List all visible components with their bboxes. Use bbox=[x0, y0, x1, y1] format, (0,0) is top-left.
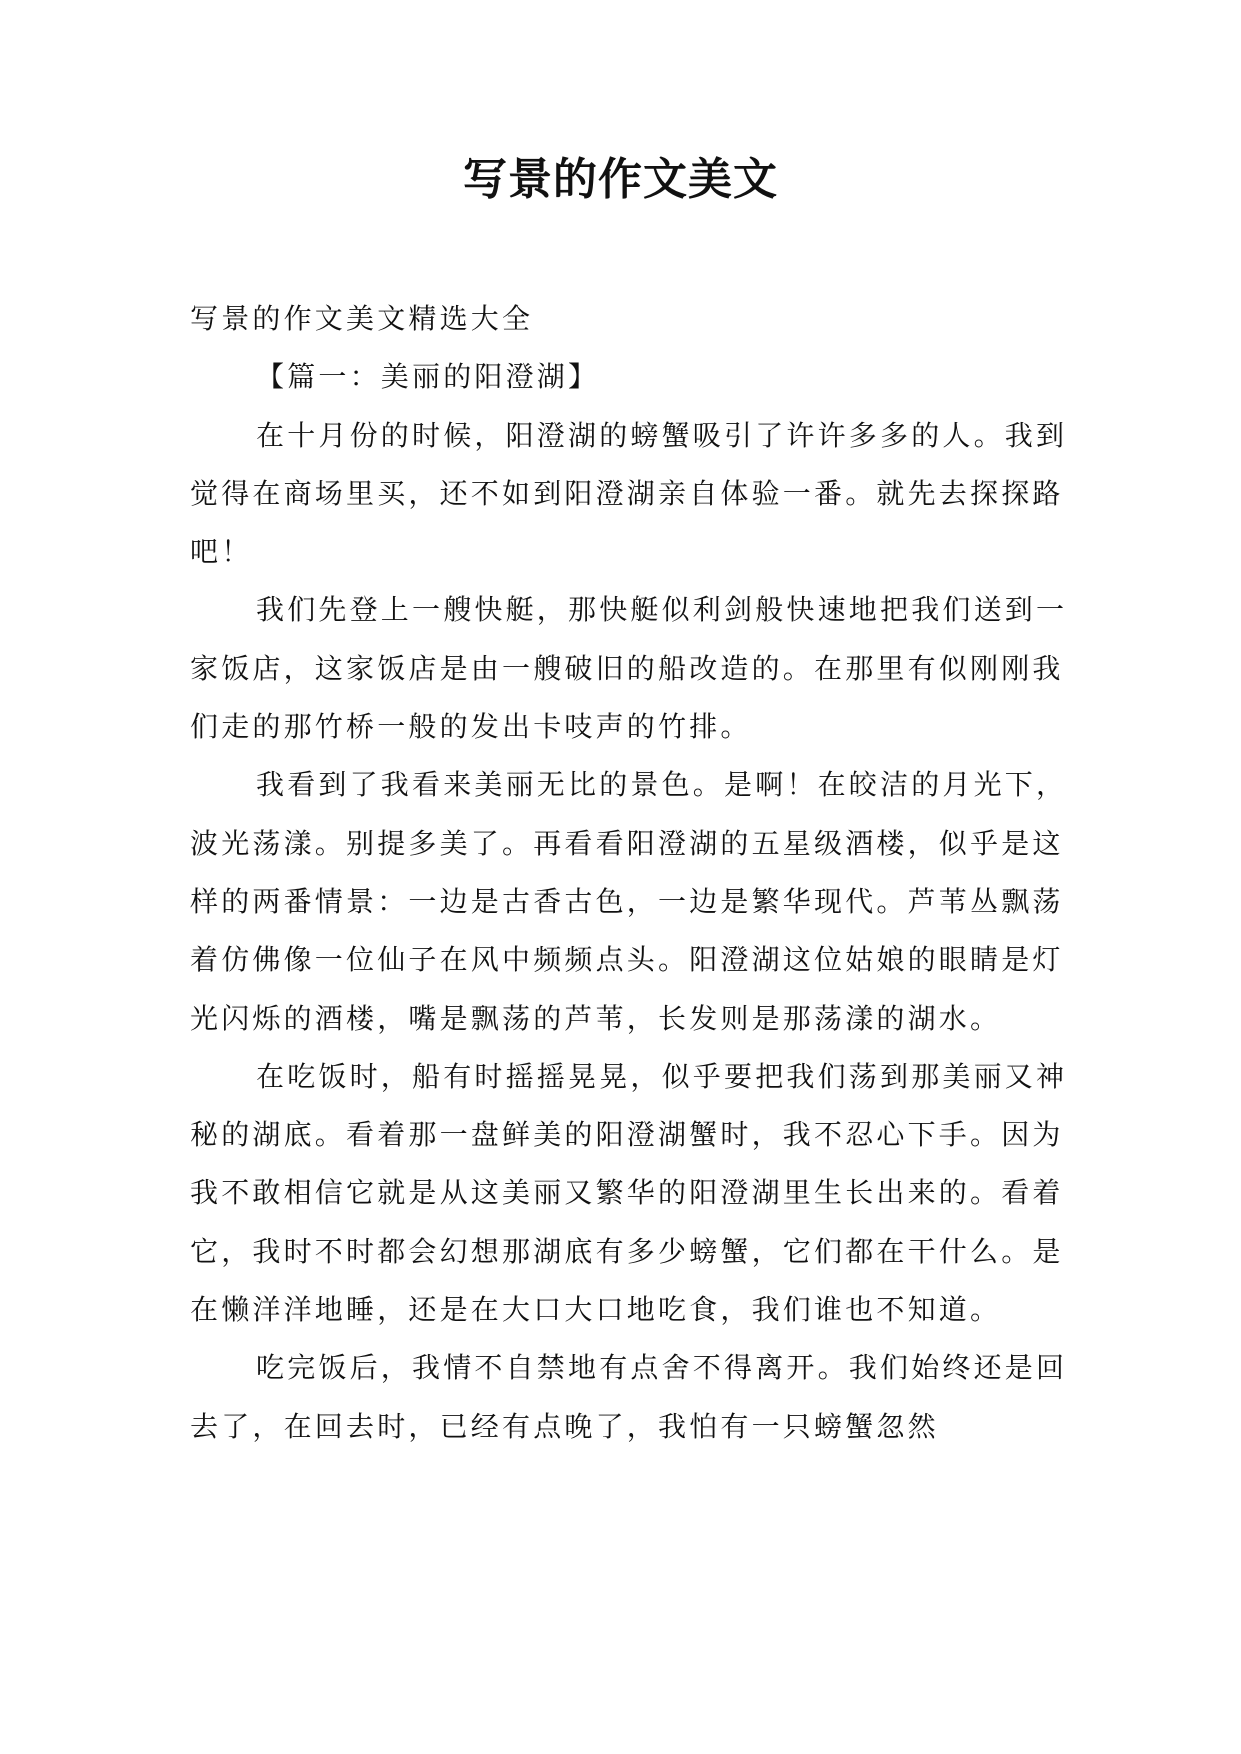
document-subtitle: 写景的作文美文精选大全 bbox=[190, 302, 534, 335]
paragraph-4: 在吃饭时，船有时摇摇晃晃，似乎要把我们荡到那美丽又神秘的湖底。看着那一盘鲜美的阳澄湖蟹时，我不忍心下手。因为我不敢相信它就是从这美丽又繁华的阳澄湖里生长出来的。看着它，我时不时都会幻想那湖底有多少螃蟹，它们都在干什么。是在懒洋洋地睡，还是在大口大口地吃食，我们谁也不知道。 bbox=[190, 1059, 1068, 1327]
paragraph-2: 我们先登上一艘快艇，那快艇似利剑般快速地把我们送到一家饭店，这家饭店是由一艘破旧的船改造的。在那里有似刚刚我们走的那竹桥一般的发出卡吱声的竹排。 bbox=[190, 593, 1068, 744]
paragraph-3: 我看到了我看来美丽无比的景色。是啊！在皎洁的月光下，波光荡漾。别提多美了。再看看阳澄湖的五星级酒楼，似乎是这样的两番情景：一边是古香古色，一边是繁华现代。芦苇丛飘荡着仿佛像一位仙子在风中频频点头。阳澄湖这位姑娘的眼睛是灯光闪烁的酒楼，嘴是飘荡的芦苇，长发则是那荡漾的湖水。 bbox=[190, 768, 1068, 1035]
page-title: 写景的作文美文 bbox=[463, 154, 778, 205]
document-body bbox=[190, 290, 1070, 1456]
paragraph-1: 在十月份的时候，阳澄湖的螃蟹吸引了许许多多的人。我到觉得在商场里买，还不如到阳澄湖亲自体验一番。就先去探探路吧！ bbox=[190, 418, 1068, 569]
section-heading: 【篇一：美丽的阳澄湖】 bbox=[256, 360, 600, 394]
paragraph-5: 吃完饭后，我情不自禁地有点舍不得离开。我们始终还是回去了，在回去时，已经有点晚了，我怕有一只螃蟹忽然 bbox=[190, 1351, 1068, 1443]
